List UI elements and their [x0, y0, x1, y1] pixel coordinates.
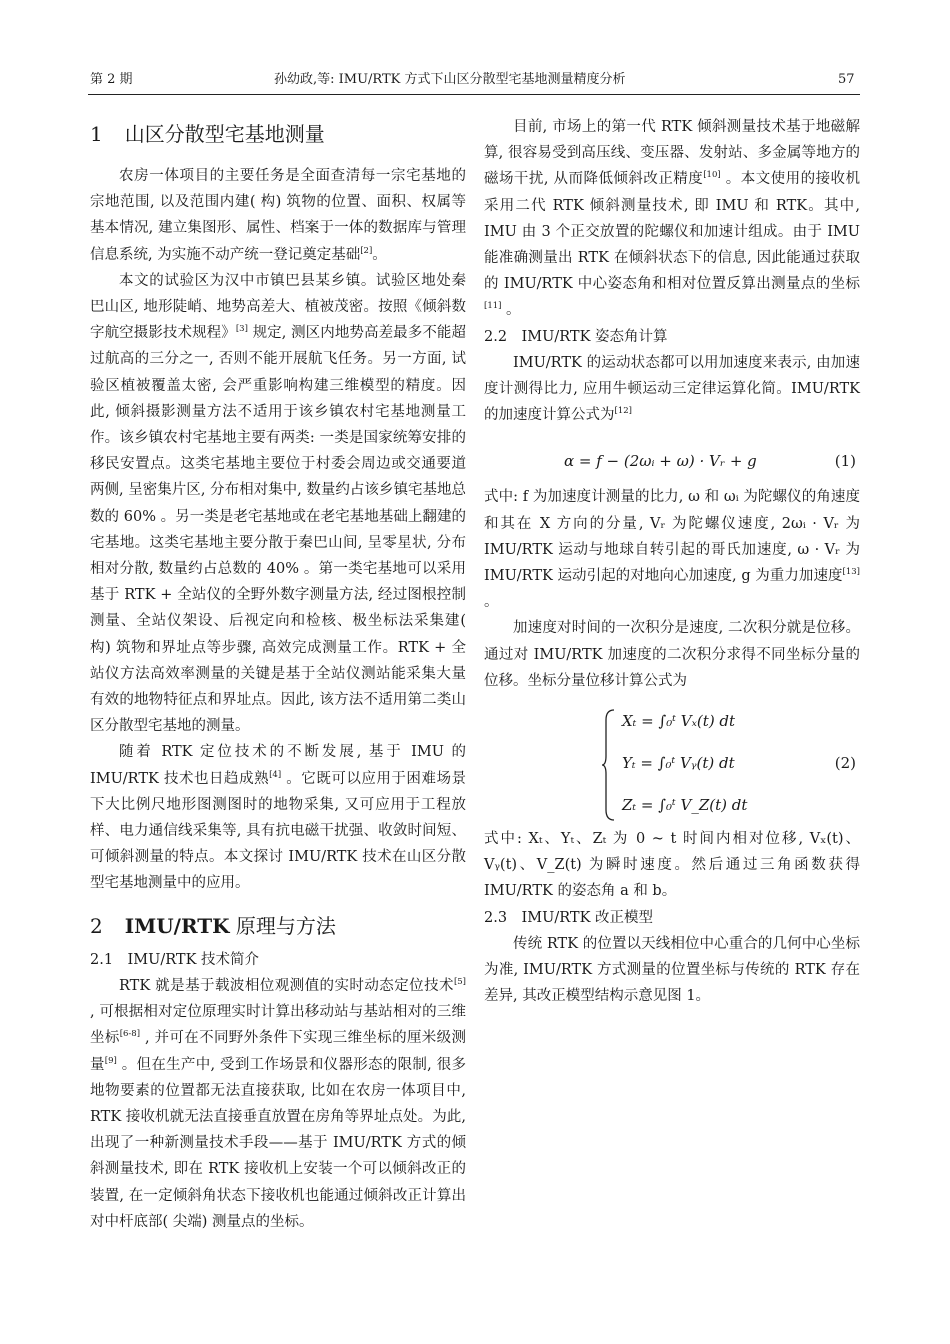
paragraph: 传统 RTK 的位置以天线相位中心重合的几何中心坐标为准, IMU/RTK 方式测量的位置坐标与传统的 RTK 存在差异, 其改正模型结构示意见图 1。: [484, 935, 860, 1005]
left-column: [90, 116, 466, 1235]
citation: [11]: [484, 301, 502, 312]
paragraph: 加速度对时间的一次积分是速度, 二次积分就是位移。通过对 IMU/RTK 加速度的二次积分求得不同坐标分量的位移。坐标分量位移计算公式为: [484, 620, 860, 689]
left-brace: [602, 708, 616, 822]
paragraph: IMU/RTK 的运动状态都可以用加速度来表示, 由加速度计测得比力, 应用牛顿运动三定律运算化简。IMU/RTK 的加速度计算公式为[12]: [484, 354, 860, 424]
paragraph: 农房一体项目的主要任务是全面查清每一宗宅基地的宗地范围, 以及范围内建( 构) 筑物的位置、面积、权属等基本情况, 建立集图形、属性、档案于一体的数据库与管理信息系统, 为实施不动产统一登记奠定基础[2]。: [90, 168, 466, 263]
right-column: [484, 114, 860, 1009]
running-title: 孙幼政,等: IMU/RTK 方式下山区分散型宅基地测量精度分析: [274, 72, 626, 87]
equation-2-y: Yₜ = ∫₀ᵗ Vᵧ(t) dt: [622, 754, 735, 773]
section-1-title: 山区分散型宅基地测量: [124, 122, 325, 146]
citation: [2]: [360, 245, 373, 256]
subsection-2-3-heading: 2.3 IMU/RTK 改正模型: [484, 909, 654, 926]
section-2-title-bold: IMU/RTK: [124, 913, 230, 938]
equation-2-x: Xₜ = ∫₀ᵗ Vₓ(t) dt: [622, 712, 736, 731]
citation: [13]: [842, 567, 860, 578]
section-2-heading: [90, 913, 466, 939]
citation: [10]: [703, 170, 721, 181]
equation-2-number: (2): [834, 754, 856, 773]
citation: [4]: [269, 769, 282, 780]
section-2-number: 2: [90, 913, 103, 938]
citation: [5]: [453, 977, 466, 988]
citation: [12]: [614, 406, 632, 417]
equation-1-number: (1): [834, 452, 856, 471]
citation: [3]: [235, 324, 248, 335]
subsection-2-2-heading: 2.2 IMU/RTK 姿态角计算: [484, 328, 668, 345]
paragraph: 式中: f 为加速度计测量的比力, ω 和 ωᵢ 为陀螺仪的角速度和其在 X 方向的分量, Vᵣ 为陀螺仪速度, 2ωᵢ · Vᵣ 为 IMU/RTK 运动与地球自转引起的哥氏加速度, ω · Vᵣ 为 IMU/RTK 运动引起的对地向心加速度, g 为重力加速度[13] 。: [484, 489, 860, 611]
issue-label: 第 2 期: [90, 72, 133, 87]
paragraph: RTK 就是基于载波相位观测值的实时动态定位技术[5] , 可根据相对定位原理实时计算出移动站与基站相对的三维坐标[6-8] , 并可在不同野外条件下实现三维坐标的厘米级测量[9] 。但在生产中, 受到工作场景和仪器形态的限制, 很多地物要素的位置都无法直接获取, 比如在农房一体项目中, RTK 接收机就无法直接垂直放置在房角等界址点处。为此, 出现了一种新测量技术手段——基于 IMU/RTK 方式的倾斜测量技术, 即在 RTK 接收机上安装一个可以倾斜改正的装置, 在一定倾斜角状态下接收机也能通过倾斜改正计算出对中杆底部( 尖端) 测量点的坐标。: [90, 977, 467, 1230]
header-rule: [88, 94, 860, 95]
paragraph: 本文的试验区为汉中市镇巴县某乡镇。试验区地处秦巴山区, 地形陡峭、地势高差大、植被茂密。按照《倾斜数字航空摄影技术规程》[3] 规定, 测区内地势高差最多不能超过航高的三分之一, 否则不能开展航飞任务。另一方面, 试验区植被覆盖太密, 会严重影响构建三维模型的精度。因此, 倾斜摄影测量方法不适用于该乡镇农村宅基地测量工作。该乡镇农村宅基地主要有两类: 一类是国家统筹安排的移民安置点。这类宅基地主要位于村委会周边或交通要道两侧, 呈密集片区, 分布相对集中, 数量约占该乡镇宅基地总数的 60% 。另一类是老宅基地或在老宅基地基础上翻建的宅基地。这类宅基地主要分散于秦巴山间, 呈零星状, 分布相对分散, 数量约占总数的 40% 。第一类宅基地可以采用基于 RTK + 全站仪的全野外数字测量方法, 经过图根控制测量、全站仪架设、后视定向和检核、极坐标法采集建( 构) 筑物和界址点等步骤, 高效完成测量工作。RTK + 全站仪方法高效率测量的关键是基于全站仪测站能采集大量有效的地物特征点和界址点。因此, 该方法不适用第二类山区分散型宅基地的测量。: [90, 272, 467, 735]
equation-1: [484, 436, 860, 484]
section-2-title: 原理与方法: [229, 913, 336, 938]
equation-2: [484, 702, 860, 826]
section-1-heading: [90, 121, 466, 147]
equation-1-body: α = f − (2ωᵢ + ω) · Vᵣ + g: [564, 452, 757, 471]
section-1-number: 1: [90, 122, 103, 146]
citation: [6-8]: [119, 1029, 141, 1040]
citation: [9]: [104, 1055, 117, 1066]
paragraph: 目前, 市场上的第一代 RTK 倾斜测量技术基于地磁解算, 很容易受到高压线、变压器、发射站、多金属等地方的磁场干扰, 从而降低倾斜改正精度[10] 。本文使用的接收机采用二代 RTK 倾斜测量技术, 即 IMU 和 RTK。其中, IMU 由 3 个正交放置的陀螺仪和加速计组成。由于 IMU 能准确测量出 RTK 在倾斜状态下的信息, 因此能通过获取的 IMU/RTK 中心姿态角和相对位置反算出测量点的坐标[11] 。: [484, 119, 861, 319]
subsection-2-1-heading: 2.1 IMU/RTK 技术简介: [90, 951, 260, 968]
paragraph: 随着 RTK 定位技术的不断发展, 基于 IMU 的 IMU/RTK 技术也日趋成熟[4] 。它既可以应用于困难场景下大比例尺地形图测图时的地物采集, 又可应用于工程放样、电力通信线采集等, 具有抗电磁干扰强、收敛时间短、可倾斜测量的特点。本文探讨 IMU/RTK 技术在山区分散型宅基地测量中的应用。: [90, 744, 466, 892]
equation-2-z: Zₜ = ∫₀ᵗ V_Z(t) dt: [622, 796, 748, 815]
page-number: 57: [838, 72, 855, 87]
paragraph: 式中: Xₜ、Yₜ、Zₜ 为 0 ~ t 时间内相对位移, Vₓ(t)、Vᵧ(t)、V_Z(t) 为瞬时速度。然后通过三角函数获得 IMU/RTK 的姿态角 a 和 b。: [484, 831, 860, 900]
